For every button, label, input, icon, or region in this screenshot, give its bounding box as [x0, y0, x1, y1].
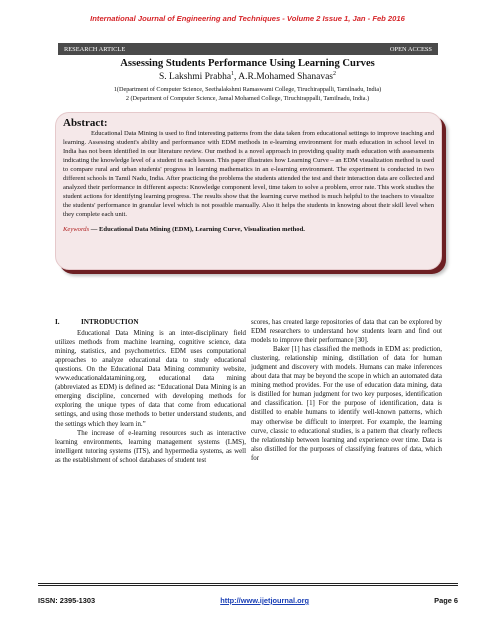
- footer-divider-secondary: [38, 585, 458, 586]
- journal-link[interactable]: http://www.ijetjournal.org: [220, 596, 310, 605]
- paper-title: Assessing Students Performance Using Learning Curves: [120, 58, 375, 69]
- left-column: [55, 318, 246, 465]
- affiliation-1: 1(Department of Computer Science, Seethalakshmi Ramaswami College, Tiruchirappalli, Tamilnadu, India): [113, 86, 382, 93]
- section-title: INTRODUCTION: [81, 318, 139, 326]
- article-type-bar: [58, 43, 438, 55]
- keywords-label: Keywords: [63, 225, 90, 233]
- section-number: I.: [55, 318, 60, 326]
- footer-divider: [38, 583, 458, 584]
- author-line: [0, 71, 495, 82]
- keywords-line: [63, 226, 434, 234]
- body-paragraph: Baker [1] has classified the methods in EDM as: prediction, clustering, relationship mining, distillation of data for human judgment and discovery with models. Humans can make inferences about data that may be beyond the scope in which an automated data mining method provides. For the use of education data mining, data is distilled for human judgment for two key purposes, identification and classification. [1] For the purpose of identification, data is distilled to enable humans to identify well-known patterns, which may otherwise be difficult to interpret. For example, the learning curve, classic to educational studies, is a pattern that clearly reflects the relationship between learning and experience over time. Data is also distilled for the purposes of classifying features of data, which for: [251, 346, 442, 462]
- right-column: [251, 318, 442, 463]
- author-1: S. Lakshmi Prabha: [159, 72, 232, 83]
- page-number: Page 6: [434, 596, 458, 605]
- abstract-box: [55, 112, 442, 270]
- article-type-label: RESEARCH ARTICLE: [64, 45, 126, 53]
- issn-label: ISSN: 2395-1303: [38, 596, 96, 605]
- body-paragraph: Educational Data Mining is an inter-disciplinary field utilizes methods from machine learning, cognitive science, data mining, statistics, and psychometrics. EDM uses computational approaches to analyze educational data to study educational questions. On the Educational Data Mining community website, www.educationaldatamining.org, educational data mining (abbreviated as EDM) is defined as: “Educational Data Mining is an emerging discipline, concerned with developing methods for exploring the unique types of data that come from educational settings, and using those methods to better understand students, and the settings which they learn in.”: [55, 330, 246, 428]
- body-paragraph: scores, has created large repositories of data that can be explored by EDM researchers to understand how students learn and find out models to improve their performance [30].: [251, 319, 442, 345]
- open-access-label: OPEN ACCESS: [389, 45, 432, 53]
- abstract-text: Educational Data Mining is used to find interesting patterns from the data taken from educational settings to improve teaching and learning. Assessing student's ability and performance with EDM methods in e-learning environment for math education in school level in India has not been identified in our literature review. Our method is a novel approach in providing quality math education with assessments indicating the knowledge level of a student in each lesson. This paper illustrates how Learning Curve – an EDM visualization method is used to compare rural and urban students' progress in learning mathematics in an e-learning environment. The experiment is conducted in two different schools in Tamil Nadu, India. After practicing the problems the students attended the test and their interaction data are collected and analyzed their performance in different aspects: Knowledge component level, time taken to solve a problem, error rate. This work studies the student actions for identifying learning progress. The results show that the learning curve method is much helpful to the teachers to visualize the students' performance in granular level which is not possible manually. Also it helps the students in knowing about their skill level when they complete each unit.: [63, 130, 434, 218]
- body-paragraph: The increase of e-learning resources such as interactive learning environments, learning management systems (LMS), intelligent tutoring systems (ITS), and hypermedia systems, as well as the establishment of school databases of student test: [55, 429, 246, 464]
- journal-header: International Journal of Engineering and Techniques - Volume 2 Issue 1, Jan - Feb 2016: [90, 14, 405, 23]
- author-1-affil-mark: 1: [231, 71, 235, 77]
- page-footer: [38, 596, 458, 605]
- author-2-affil-mark: 2: [333, 71, 336, 77]
- abstract-heading: Abstract:: [63, 117, 108, 129]
- author-2: , A.R.Mohamed Shanavas: [234, 72, 333, 83]
- keywords-text: — Educational Data Mining (EDM), Learning Curve, Visualization method.: [89, 225, 305, 233]
- section-heading: [55, 318, 246, 327]
- affiliation-2: 2 (Department of Computer Science, Jamal Mohamed College, Tiruchirappalli, Tamilnadu, India.): [125, 95, 370, 102]
